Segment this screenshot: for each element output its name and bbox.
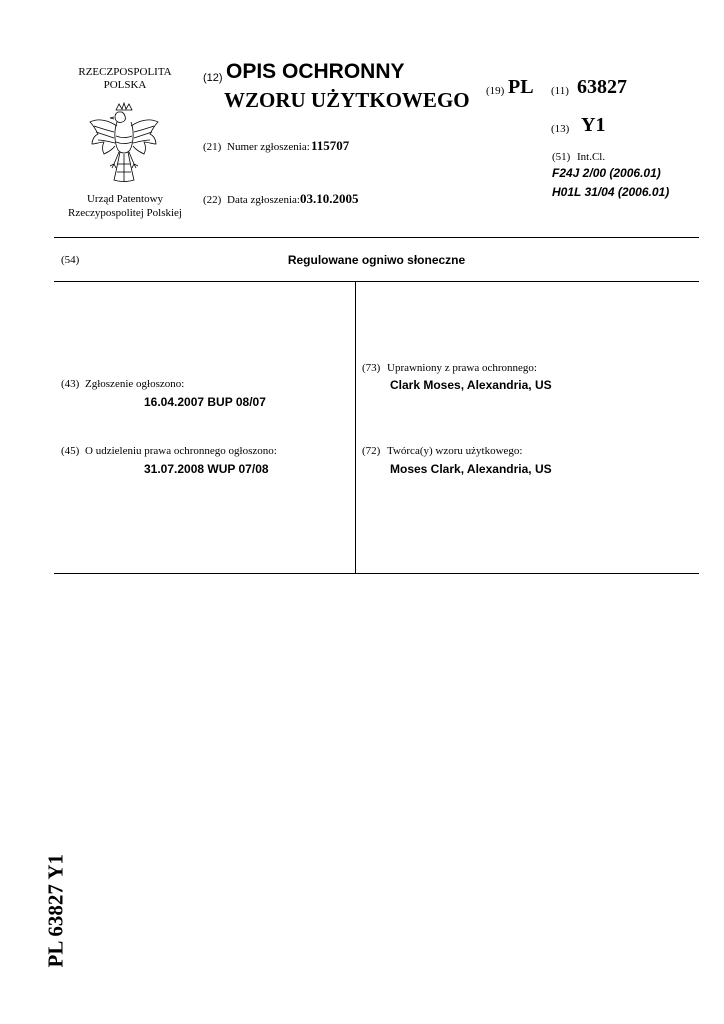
code-73: (73): [362, 362, 381, 374]
code-72: (72): [362, 445, 381, 457]
code-22: (22): [203, 194, 222, 206]
intcl-entry-2: H01L 31/04 (2006.01): [552, 185, 670, 199]
creator-value: Moses Clark, Alexandria, US: [390, 462, 552, 476]
code-13: (13): [551, 123, 570, 135]
polish-eagle-emblem: [86, 100, 162, 188]
creator-label: Twórca(y) wzoru użytkowego:: [387, 445, 523, 457]
invention-title: Regulowane ogniwo słoneczne: [287, 253, 466, 267]
office-country: [60, 66, 190, 92]
publication-value: 16.04.2007 BUP 08/07: [144, 395, 266, 409]
holder-value: Clark Moses, Alexandria, US: [390, 378, 552, 392]
column-divider: [355, 281, 356, 573]
code-19: (19): [486, 85, 505, 97]
grant-value: 31.07.2008 WUP 07/08: [144, 462, 269, 476]
grant-label: O udzieleniu prawa ochronnego ogłoszono:: [85, 445, 277, 457]
code-54: (54): [61, 254, 80, 266]
document-type-subtitle: WZORU UŻYTKOWEGO: [224, 88, 470, 112]
header-divider: [54, 237, 699, 238]
office-country-line2: POLSKA: [103, 79, 147, 91]
eagle-icon: [86, 100, 162, 188]
holder-label: Uprawniony z prawa ochronnego:: [387, 362, 537, 374]
title-divider: [54, 281, 699, 282]
code-11: (11): [551, 85, 569, 97]
application-number-label: Numer zgłoszenia:: [227, 141, 310, 153]
document-type-title: OPIS OCHRONNY: [226, 60, 405, 83]
application-number: 115707: [311, 138, 350, 153]
code-12: (12): [203, 72, 223, 84]
office-name-line1: Urząd Patentowy: [86, 193, 164, 205]
intcl-entry-1: F24J 2/00 (2006.01): [552, 166, 661, 180]
application-date-label: Data zgłoszenia:: [227, 194, 300, 206]
code-45: (45): [61, 445, 80, 457]
country-code: PL: [508, 76, 534, 98]
office-name-line2: Rzeczypospolitej Polskiej: [68, 207, 182, 219]
code-43: (43): [61, 378, 80, 390]
code-21: (21): [203, 141, 222, 153]
publication-label: Zgłoszenie ogłoszono:: [85, 378, 185, 390]
application-date: 03.10.2005: [300, 191, 359, 206]
patent-number: 63827: [577, 76, 627, 98]
office-name: [54, 192, 196, 220]
side-document-number: PL 63827 Y1: [43, 853, 68, 968]
office-country-line1: RZECZPOSPOLITA: [78, 66, 172, 78]
intcl-label: Int.Cl.: [577, 151, 606, 163]
code-51: (51): [552, 151, 571, 163]
kind-code: Y1: [581, 114, 606, 136]
footer-divider: [54, 573, 699, 574]
